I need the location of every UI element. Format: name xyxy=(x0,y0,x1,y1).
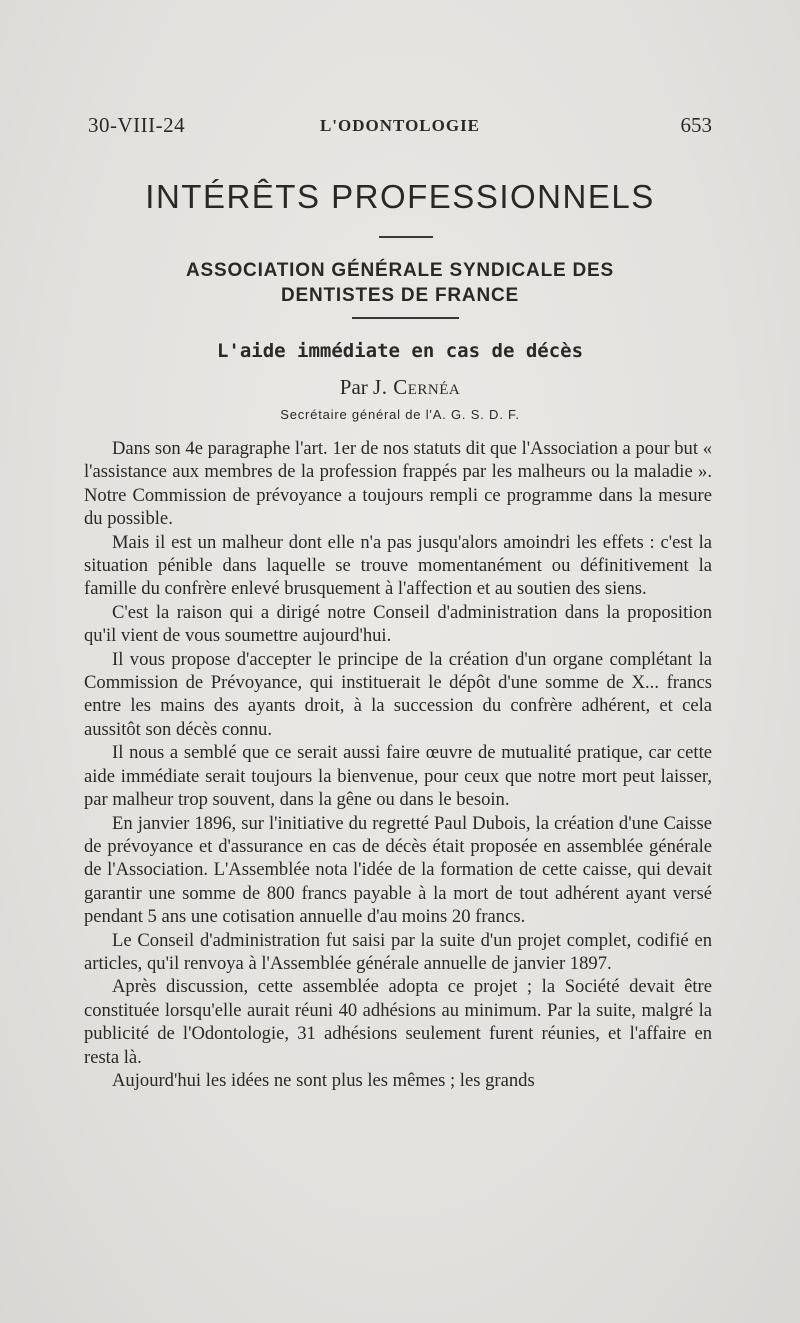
paragraph: Il nous a semblé que ce serait aussi faire œuvre de mutualité pratique, car cette aide immédiate serait toujours la bienvenue, pour ceux que notre mort peut laisser, par malheur trop souvent, dans la gêne ou dans le besoin. xyxy=(84,742,712,811)
association-heading xyxy=(88,258,712,308)
paragraph: Le Conseil d'administration fut saisi par la suite d'un projet complet, codifié en articles, qu'il renvoya à l'Assemblée générale annuelle de janvier 1897. xyxy=(84,929,712,974)
article-title: L'aide immédiate en cas de décès xyxy=(216,340,584,362)
section-title: INTÉRÊTS PROFESSIONNELS xyxy=(145,178,655,215)
running-header xyxy=(88,113,712,141)
paragraph: Après discussion, cette assemblée adopta ce projet ; la Société devait être constituée lorsqu'elle aurait réuni 40 adhésions au minimum. Par la suite, malgré la publicité de l'Odontologie, 31 adhésions seulement furent réunies, et l'affaire en resta là. xyxy=(84,976,712,1068)
paragraph: Aujourd'hui les idées ne sont plus les mêmes ; les grands xyxy=(112,1069,535,1091)
association-line-2: DENTISTES DE FRANCE xyxy=(281,285,519,306)
header-date: 30-VIII-24 xyxy=(88,113,186,137)
association-divider xyxy=(352,317,459,319)
title-divider xyxy=(379,236,433,238)
header-journal-name: L'ODONTOLOGIE xyxy=(319,116,481,135)
header-page-number: 653 xyxy=(680,113,712,137)
author-prefix: Par xyxy=(339,375,368,399)
article-body xyxy=(84,437,712,1092)
paragraph: Mais il est un malheur dont elle n'a pas jusqu'alors amoindri les effets : c'est la situation pénible dans laquelle se trouve momentanément ou définitivement la famille du confrère enlevé brusquement à l'affection et au soutien des siens. xyxy=(84,531,712,600)
article-author xyxy=(88,375,712,400)
paragraph: En janvier 1896, sur l'initiative du regretté Paul Dubois, la création d'une Caisse de prévoyance et d'assurance en cas de décès était proposée en assemblée générale de l'Association. L'Assemblée nota l'idée de la formation de cette caisse, qui devait garantir une somme de 800 francs payable à la mort de tout adhérent ayant versé pendant 5 ans une cotisation annuelle d'au moins 20 francs. xyxy=(84,812,712,928)
paragraph: C'est la raison qui a dirigé notre Conseil d'administration dans la proposition qu'il vient de vous soumettre aujourd'hui. xyxy=(84,601,712,647)
author-role: Secrétaire général de l'A. G. S. D. F. xyxy=(280,407,520,422)
author-name: J. Cernéa xyxy=(373,375,461,399)
association-line-1: ASSOCIATION GÉNÉRALE SYNDICALE DES xyxy=(186,260,614,281)
paragraph: Il vous propose d'accepter le principe de la création d'un organe complétant la Commission de Prévoyance, qui instituerait le dépôt d'une somme de X... francs entre les mains des ayants droit, à la succession du confrère adhérent, et cela aussitôt son décès connu. xyxy=(84,648,712,740)
paragraph: Dans son 4e paragraphe l'art. 1er de nos statuts dit que l'Association a pour but « l'assistance aux membres de la profession frappés par les malheurs ou la maladie ». Notre Commission de prévoyance a toujours rempli ce programme dans la mesure du possible. xyxy=(84,438,712,530)
